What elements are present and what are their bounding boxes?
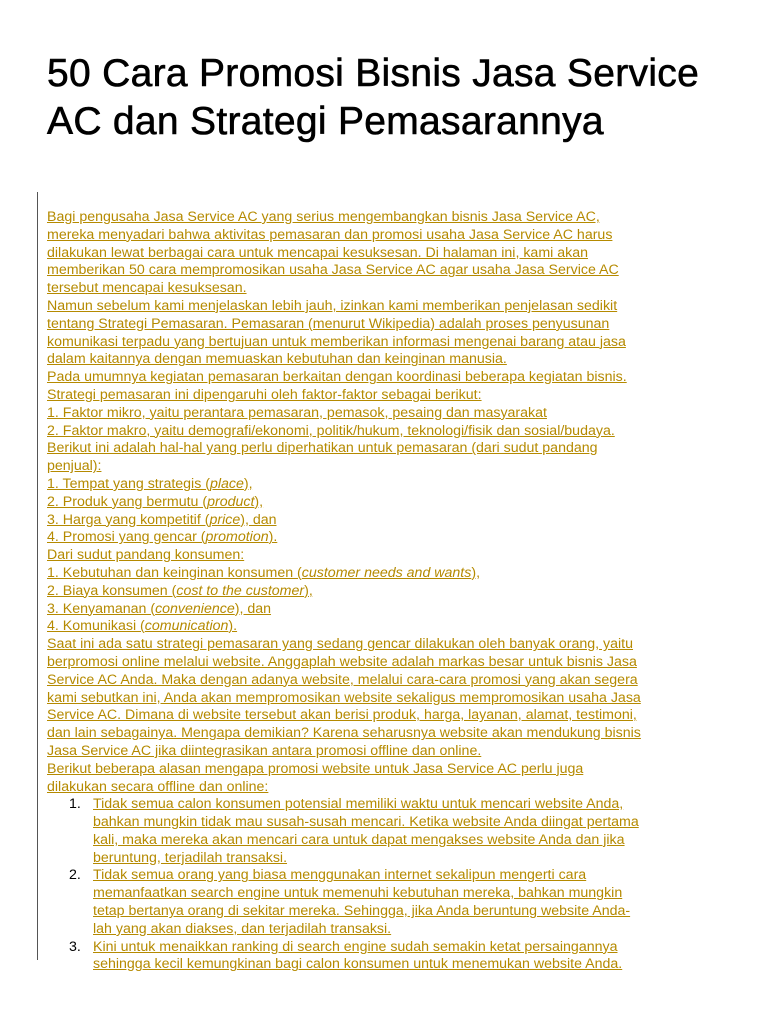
list-item-link[interactable]: sehingga kecil kemungkinan bagi calon konsumen untuk menemukan website Anda.: [93, 956, 623, 973]
list-item: [47, 796, 737, 867]
paragraph-link-line[interactable]: Berikut beberapa alasan mengapa promosi website untuk Jasa Service AC perlu juga: [47, 760, 584, 777]
list-item-link[interactable]: memanfaatkan search engine untuk memenuhi kebutuhan mereka, bahkan mungkin: [93, 885, 623, 902]
factor-item[interactable]: 2. Faktor makro, yaitu demografi/ekonomi, politik/hukum, teknologi/fisik dan sosial/budaya.: [47, 422, 615, 439]
paragraph-link-line[interactable]: dilakukan lewat berbagai cara untuk mencapai kesuksesan. Di halaman ini, kami akan: [47, 244, 589, 261]
seller-point-item[interactable]: 1. Tempat yang strategis (place),: [47, 475, 253, 492]
list-item-link[interactable]: kali, maka mereka akan mencari cara untuk dapat mengakses website Anda dan jika: [93, 831, 625, 848]
paragraph-link-line[interactable]: Bagi pengusaha Jasa Service AC yang serius mengembangkan bisnis Jasa Service AC,: [47, 209, 600, 225]
factor-item[interactable]: 1. Faktor mikro, yaitu perantara pemasaran, pemasok, pesaing dan masyarakat: [47, 404, 547, 421]
list-number: 2.: [69, 867, 81, 884]
seller-point-item[interactable]: 2. Produk yang bermutu (product),: [47, 493, 264, 510]
paragraph-link-line[interactable]: Pada umumnya kegiatan pemasaran berkaitan dengan koordinasi beberapa kegiatan bisnis.: [47, 369, 627, 386]
paragraph-link-line[interactable]: kami sebutkan ini, Anda akan mempromosikan website sekaligus mempromosikan usaha Jasa: [47, 689, 641, 706]
paragraph-link-line[interactable]: tentang Strategi Pemasaran. Pemasaran (menurut Wikipedia) adalah proses penyusunan: [47, 315, 610, 332]
list-item-link[interactable]: tetap bertanya orang di sekitar mereka. Sehingga, jika Anda beruntung website Anda-: [93, 903, 631, 920]
consumer-point-item[interactable]: 4. Komunikasi (comunication).: [47, 618, 238, 635]
paragraph-link-line[interactable]: penjual):: [47, 458, 102, 475]
paragraph-link-line[interactable]: tersebut mencapai kesuksesan.: [47, 280, 247, 297]
paragraph-link-line[interactable]: Service AC. Dimana di website tersebut akan berisi produk, harga, layanan, alamat, testimoni,: [47, 707, 637, 724]
consumer-point-item[interactable]: 3. Kenyamanan (convenience), dan: [47, 600, 272, 617]
list-number: 3.: [69, 938, 81, 955]
paragraph-link-line[interactable]: komunikasi terpadu yang bertujuan untuk memberikan informasi mengenai barang atau jasa: [47, 333, 626, 350]
paragraph-link-line[interactable]: dalam kaitannya dengan memuaskan kebutuhan dan keinginan manusia.: [47, 351, 507, 368]
list-item-link[interactable]: Tidak semua calon konsumen potensial memiliki waktu untuk mencari website Anda,: [93, 796, 624, 813]
list-item-link[interactable]: bahkan mungkin tidak mau susah-susah mencari. Ketika website Anda diingat pertama: [93, 814, 639, 831]
list-item-link[interactable]: lah yang akan diakses, dan terjadilah transaksi.: [93, 920, 392, 937]
paragraph-link-line[interactable]: memberikan 50 cara mempromosikan usaha Jasa Service AC agar usaha Jasa Service AC: [47, 262, 619, 279]
paragraph-link-line[interactable]: Service AC Anda. Maka dengan adanya website, melalui cara-cara promosi yang akan segera: [47, 671, 638, 688]
consumer-point-item[interactable]: 1. Kebutuhan dan keinginan konsumen (customer needs and wants),: [47, 564, 481, 581]
paragraph-link-line[interactable]: mereka menyadari bahwa aktivitas pemasaran dan promosi usaha Jasa Service AC harus: [47, 226, 613, 243]
seller-point-item[interactable]: 4. Promosi yang gencar (promotion).: [47, 529, 278, 546]
page-title: 50 Cara Promosi Bisnis Jasa Service AC dan Strategi Pemasarannya: [47, 52, 700, 143]
paragraph-link-line[interactable]: dan lain sebagainya. Mengapa demikian? Karena seharusnya website akan mendukung bisnis: [47, 725, 641, 742]
paragraph-link-line[interactable]: berpromosi online melalui website. Anggaplah website adalah markas besar untuk bisnis Jasa: [47, 653, 637, 670]
list-item: [47, 939, 737, 975]
paragraph-link-line[interactable]: Namun sebelum kami menjelaskan lebih jauh, izinkan kami memberikan penjelasan sedikit: [47, 297, 618, 314]
seller-point-item[interactable]: 3. Harga yang kompetitif (price), dan: [47, 511, 277, 528]
paragraph-link-line[interactable]: Berikut ini adalah hal-hal yang perlu diperhatikan untuk pemasaran (dari sudut pandang: [47, 440, 598, 457]
list-item-link[interactable]: beruntung, terjadilah transaksi.: [93, 849, 288, 866]
list-item-link[interactable]: Kini untuk menaikkan ranking di search engine sudah semakin ketat persaingannya: [93, 938, 618, 955]
reasons-list: [47, 796, 737, 974]
left-margin-rule: [37, 192, 38, 960]
paragraph-link-line[interactable]: Saat ini ada satu strategi pemasaran yang sedang gencar dilakukan oleh banyak orang, yaitu: [47, 636, 634, 653]
list-item: [47, 867, 737, 938]
list-number: 1.: [69, 796, 81, 813]
article-body: [47, 209, 737, 974]
paragraph-link-line[interactable]: Jasa Service AC jika diintegrasikan antara promosi offline dan online.: [47, 742, 482, 759]
paragraph-link-line[interactable]: Strategi pemasaran ini dipengaruhi oleh faktor-faktor sebagai berikut:: [47, 386, 482, 403]
paragraph-link-line[interactable]: dilakukan secara offline dan online:: [47, 778, 269, 795]
consumer-point-item[interactable]: 2. Biaya konsumen (cost to the customer),: [47, 582, 313, 599]
list-item-link[interactable]: Tidak semua orang yang biasa menggunakan internet sekalipun mengerti cara: [93, 867, 587, 884]
paragraph-link-line[interactable]: Dari sudut pandang konsumen:: [47, 547, 245, 564]
